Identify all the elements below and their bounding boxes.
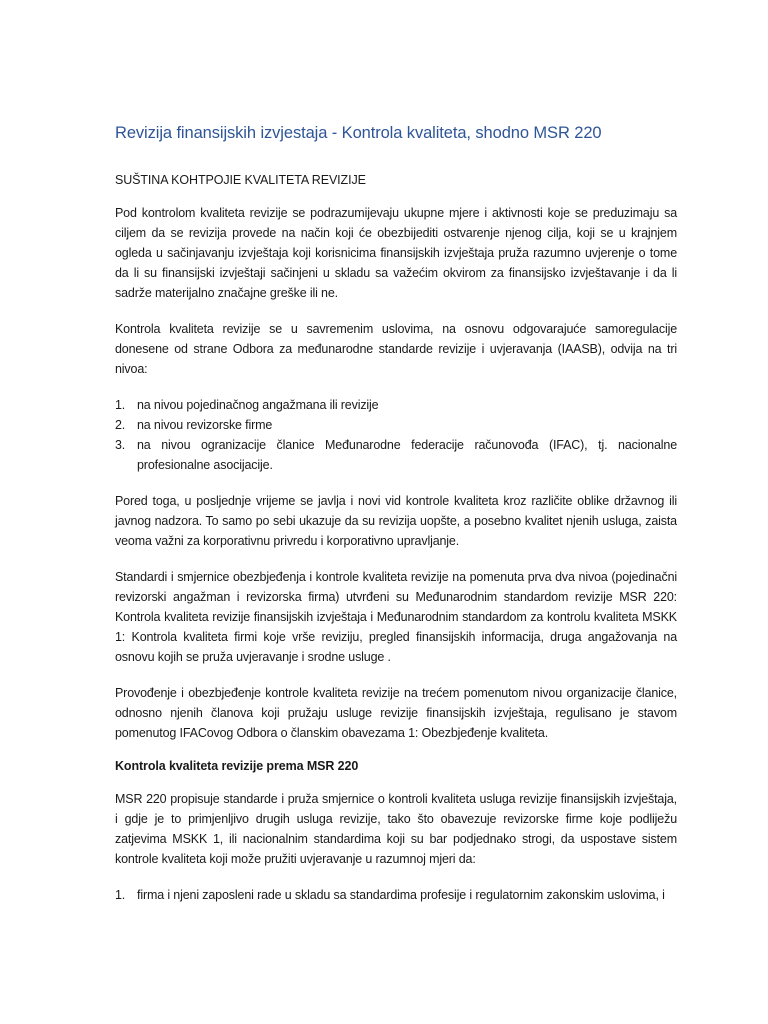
control-levels-list: [115, 395, 677, 475]
list-item-text: na nivou revizorske firme: [137, 418, 273, 432]
list-item-number: 3.: [115, 438, 126, 452]
paragraph-4: Standardi i smjernice obezbjeđenja i kontrole kvaliteta revizije na pomenuta prva dva nivoa (pojedinačni revizorski angažman i revizorska firma) utvrđeni su Međunarodnim standardom revizije MSR 220: Kontrola kvaliteta revizije finansijskih izvještaja i Međunarodnim standardom za kontrolu kvaliteta MSKK 1: Kontrola kvaliteta firmi koje vrše reviziju, pregled finansijskih informacija, druga angažovanja na osnovu kojih se pruža uvjeravanje i srodne usluge .: [115, 570, 677, 664]
paragraph-3: Pored toga, u posljednje vrijeme se javlja i novi vid kontrole kvaliteta kroz različite oblike državnog ili javnog nadzora. To samo po sebi ukazuje da su revizija uopšte, a posebno kvalitet njenih usluga, zaista veoma važni za korporativnu privredu i korporativno upravljanje.: [115, 494, 677, 548]
list-item: [115, 395, 677, 415]
list-item: [115, 885, 677, 905]
paragraph-1: Pod kontrolom kvaliteta revizije se podrazumijevaju ukupne mjere i aktivnosti koje se preduzimaju sa ciljem da se revizija provede na način koji će obezbijediti ostvarenje njenog cilja, koji se u krajnjem ogleda u sačinjavanju izvještaja koji korisnicima finansijskih izvještaja pruža razumno uvjerenje o tome da li su finansijski izvještaji sačinjeni u skladu sa važećim okvirom za finansijsko izvještavanje i da li sadrže materijalno značajne greške ili ne.: [115, 206, 677, 300]
paragraph-6: MSR 220 propisuje standarde i pruža smjernice o kontroli kvaliteta usluga revizije finansijskih izvještaja, i gdje je to primjenljivo drugih usluga revizije, tako što obavezuje revizorske firme koje podliježu zatjevima MSKK 1, ili nacionalnim standardima koji su bar podjednako strogi, da uspostave sistem kontrole kvaliteta koji može pružiti uvjeravanje u razumnoj mjeri da:: [115, 792, 677, 866]
list-item-text: na nivou ogranizacije članice Međunarodne federacije računovođa (IFAC), tj. nacionalne profesionalne asocijacije.: [137, 438, 677, 472]
list-item-text: na nivou pojedinačnog angažmana ili revizije: [137, 398, 379, 412]
list-item-text: firma i njeni zaposleni rade u skladu sa standardima profesije i regulatornim zakonskim uslovima, i: [137, 888, 665, 902]
document-title: Revizija finansijskih izvjestaja - Kontrola kvaliteta, shodno MSR 220: [115, 124, 602, 142]
list-item-number: 2.: [115, 418, 126, 432]
paragraph-2: Kontrola kvaliteta revizije se u savremenim uslovima, na osnovu odgovarajuće samoregulacije donesene od strane Odbora za međunarodne standarde revizije i uvjeravanja (IAASB), odvija na tri nivoa:: [115, 322, 677, 376]
msr220-requirements-list: [115, 885, 677, 905]
list-item: [115, 435, 677, 475]
paragraph-5: Provođenje i obezbjeđenje kontrole kvaliteta revizije na trećem pomenutom nivou organizacije članice, odnosno njenih članova koji pružaju usluge revizije finansijskih izvještaja, regulisano je stavom pomenutog IFACovog Odbora o članskim obavezama 1: Obezbjeđenje kvaliteta.: [115, 686, 677, 740]
list-item-number: 1.: [115, 888, 126, 902]
section-heading-sustina: SUŠTINA KOHTPOJIE KVALITETA REVIZIJE: [115, 173, 366, 187]
document-content: [115, 124, 677, 921]
list-item-number: 1.: [115, 398, 126, 412]
list-item: [115, 415, 677, 435]
section-heading-msr220: Kontrola kvaliteta revizije prema MSR 220: [115, 759, 359, 773]
